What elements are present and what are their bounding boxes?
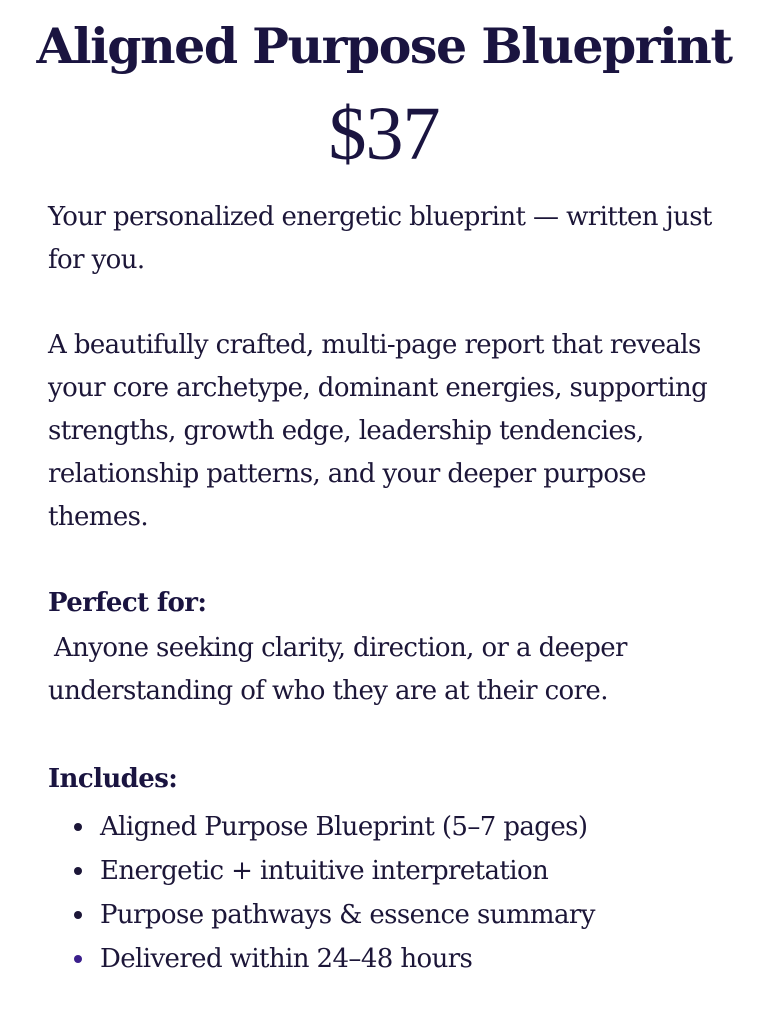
list-item-text: Energetic + intuitive interpretation [100,856,549,886]
list-item-text: Delivered within 24–48 hours [100,944,473,974]
intro-paragraph: Your personalized energetic blueprint — written just for you. [48,202,712,275]
perfect-for-heading: Perfect for: [48,588,207,618]
list-item [74,805,720,849]
list-item [74,937,720,981]
details-paragraph: A beautifully crafted, multi-page report that reveals your core archetype, dominant energies, supporting strengths, growth edge, leadership tendencies, relationship patterns, and your deeper purpose themes. [48,330,708,532]
list-item [74,893,720,937]
list-item [74,849,720,893]
bullet-icon [74,911,82,919]
includes-list [48,805,720,981]
perfect-for-text: Anyone seeking clarity, direction, or a deeper understanding of who they are at their core. [48,633,627,706]
list-item-text: Purpose pathways & essence summary [100,900,595,930]
product-price: $37 [328,92,440,176]
includes-heading: Includes: [48,764,178,794]
product-title: Aligned Purpose Blueprint [36,17,732,75]
bullet-icon [74,823,82,831]
list-item-text: Aligned Purpose Blueprint (5–7 pages) [100,812,588,842]
bullet-icon [74,867,82,875]
bullet-icon [74,955,82,963]
